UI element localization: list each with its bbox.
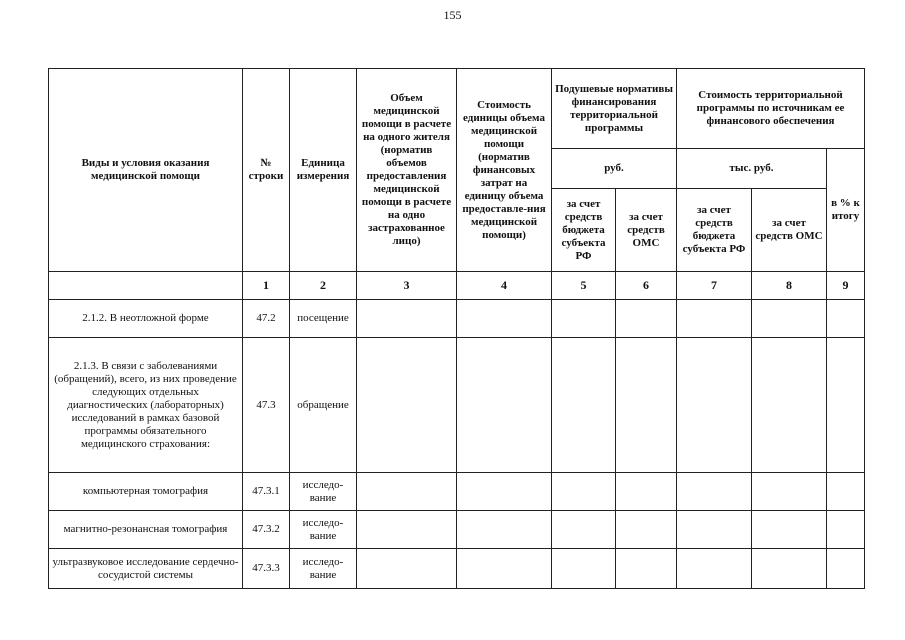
empty-cell bbox=[357, 549, 457, 589]
table-row bbox=[49, 473, 865, 511]
header-volume: Объем медицинской помощи в расчете на одного жителя (норматив объемов предоставления медицинской помощи в расчете на одно застрахованное лицо) bbox=[357, 69, 457, 272]
empty-cell bbox=[552, 338, 616, 473]
row-name: магнитно-резонансная томография bbox=[49, 511, 243, 549]
header-budget-rf-col5: за счет средств бюджета субъекта РФ bbox=[552, 189, 616, 272]
header-row-no: № строки bbox=[243, 69, 290, 272]
row-name: 2.1.3. В связи с заболеваниями (обращений), всего, из них проведение следующих отдельных диагностических (лабораторных) исследований в рамках базовой программы обязательного медицинского страхования: bbox=[49, 338, 243, 473]
empty-cell bbox=[677, 300, 752, 338]
column-number: 7 bbox=[677, 272, 752, 300]
empty-cell bbox=[677, 473, 752, 511]
page-number: 155 bbox=[443, 8, 462, 22]
empty-cell bbox=[457, 300, 552, 338]
table-row bbox=[49, 300, 865, 338]
empty-cell bbox=[752, 473, 827, 511]
empty-cell bbox=[827, 300, 865, 338]
column-number: 6 bbox=[616, 272, 677, 300]
empty-cell bbox=[457, 549, 552, 589]
column-number: 3 bbox=[357, 272, 457, 300]
empty-cell bbox=[552, 511, 616, 549]
empty-cell bbox=[677, 549, 752, 589]
row-code: 47.3.2 bbox=[243, 511, 290, 549]
empty-cell bbox=[616, 549, 677, 589]
header-kind: Виды и условия оказания медицинской помощи bbox=[49, 69, 243, 272]
empty-cell bbox=[616, 473, 677, 511]
header-oms-col8: за счет средств ОМС bbox=[752, 189, 827, 272]
empty-cell bbox=[552, 473, 616, 511]
empty-cell bbox=[677, 511, 752, 549]
header-thousand-rub: тыс. руб. bbox=[677, 149, 827, 189]
empty-cell bbox=[357, 511, 457, 549]
header-unit-cost: Стоимость единицы объема медицинской помощи (норматив финансовых затрат на единицу объема предоставле-ния медицинской помощи) bbox=[457, 69, 552, 272]
empty-cell bbox=[616, 338, 677, 473]
column-number: 9 bbox=[827, 272, 865, 300]
empty-cell bbox=[616, 300, 677, 338]
empty-cell bbox=[457, 511, 552, 549]
column-number: 8 bbox=[752, 272, 827, 300]
column-number: 1 bbox=[243, 272, 290, 300]
empty-cell bbox=[677, 338, 752, 473]
row-code: 47.3.1 bbox=[243, 473, 290, 511]
row-name: ультразвуковое исследование сердечно-сосудистой системы bbox=[49, 549, 243, 589]
table-row bbox=[49, 549, 865, 589]
empty-cell bbox=[752, 300, 827, 338]
empty-cell bbox=[827, 473, 865, 511]
row-code: 47.3 bbox=[243, 338, 290, 473]
empty-cell bbox=[357, 338, 457, 473]
row-name: 2.1.2. В неотложной форме bbox=[49, 300, 243, 338]
column-numbers-row bbox=[49, 272, 865, 300]
empty-cell bbox=[357, 300, 457, 338]
empty-cell bbox=[457, 473, 552, 511]
row-unit: обращение bbox=[290, 338, 357, 473]
empty-cell bbox=[552, 300, 616, 338]
column-number-blank bbox=[49, 272, 243, 300]
header-program-cost: Стоимость территориальной программы по источникам ее финансового обеспечения bbox=[677, 69, 865, 149]
financing-table bbox=[48, 68, 865, 589]
empty-cell bbox=[457, 338, 552, 473]
header-unit: Единица измерения bbox=[290, 69, 357, 272]
empty-cell bbox=[827, 549, 865, 589]
row-code: 47.2 bbox=[243, 300, 290, 338]
empty-cell bbox=[752, 511, 827, 549]
column-number: 2 bbox=[290, 272, 357, 300]
row-unit: исследо-вание bbox=[290, 473, 357, 511]
row-unit: исследо-вание bbox=[290, 549, 357, 589]
empty-cell bbox=[616, 511, 677, 549]
header-oms-col6: за счет средств ОМС bbox=[616, 189, 677, 272]
empty-cell bbox=[827, 338, 865, 473]
row-unit: исследо-вание bbox=[290, 511, 357, 549]
empty-cell bbox=[552, 549, 616, 589]
header-budget-rf-col7: за счет средств бюджета субъекта РФ bbox=[677, 189, 752, 272]
empty-cell bbox=[752, 549, 827, 589]
row-code: 47.3.3 bbox=[243, 549, 290, 589]
table-row bbox=[49, 338, 865, 473]
row-unit: посещение bbox=[290, 300, 357, 338]
row-name: компьютерная томография bbox=[49, 473, 243, 511]
header-per-capita: Подушевые нормативы финансирования территориальной программы bbox=[552, 69, 677, 149]
empty-cell bbox=[752, 338, 827, 473]
empty-cell bbox=[357, 473, 457, 511]
column-number: 5 bbox=[552, 272, 616, 300]
empty-cell bbox=[827, 511, 865, 549]
column-number: 4 bbox=[457, 272, 552, 300]
header-rub: руб. bbox=[552, 149, 677, 189]
header-percent-total: в % к итогу bbox=[827, 149, 865, 272]
table-row bbox=[49, 511, 865, 549]
